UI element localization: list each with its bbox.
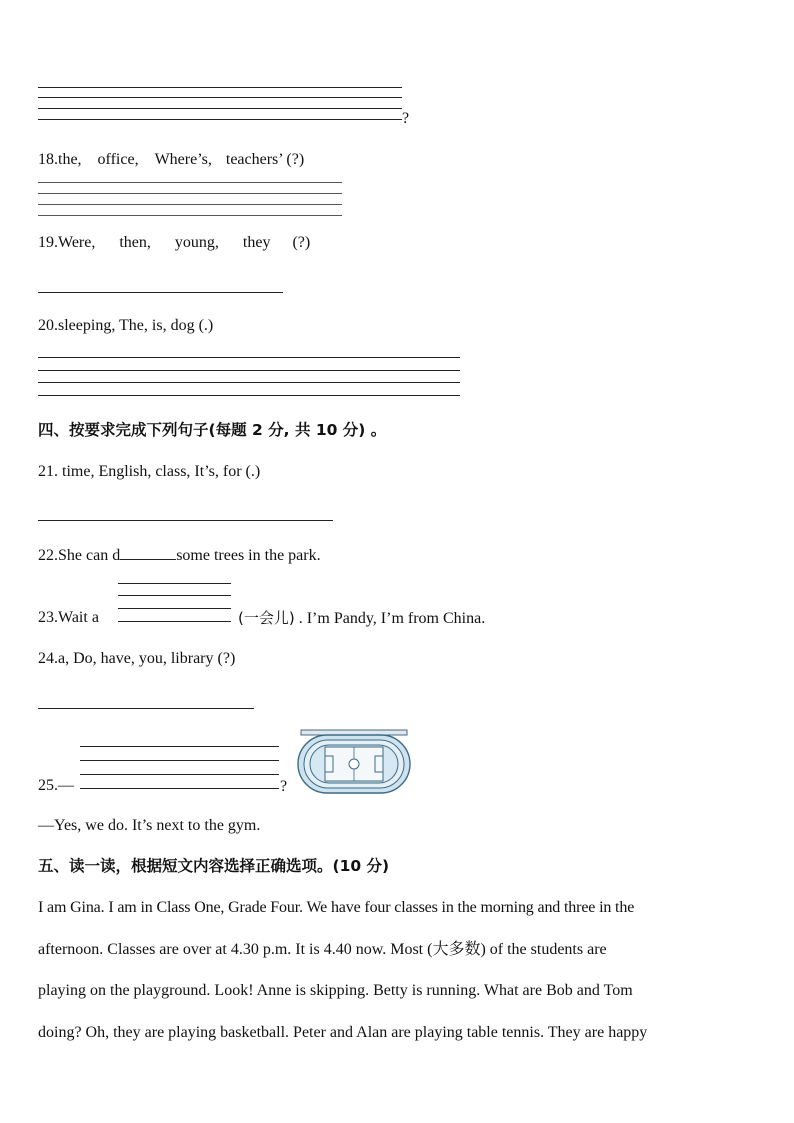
question-text: 22.She can d [38, 547, 121, 564]
section-heading: 五、读一读，根据短文内容选择正确选项。(10 分) [38, 857, 390, 875]
answer-line[interactable] [38, 708, 254, 709]
answer-line[interactable] [118, 608, 231, 609]
question-mark: ? [402, 110, 410, 127]
answer-line[interactable] [38, 292, 283, 293]
passage-line: I am Gina. I am in Class One, Grade Four. We have four classes in the morning and three in the [38, 899, 635, 916]
question-21: 21. time, English, class, It’s, for (.) [38, 463, 261, 480]
question-text: 23.Wait a [38, 609, 99, 626]
answer-line[interactable] [118, 583, 231, 584]
question-23 [38, 608, 99, 628]
question-25: 25.— [38, 777, 74, 794]
question-text: . I’m Pandy, I’m from China. [298, 610, 486, 627]
answer-text: —Yes, we do. It’s next to the gym. [38, 817, 261, 834]
answer-line[interactable] [38, 182, 342, 183]
reading-passage [38, 887, 760, 1053]
question-19 [38, 233, 310, 253]
answer-line[interactable] [38, 382, 460, 383]
word: (?) [286, 151, 305, 168]
word: teachers’ [225, 151, 283, 168]
answer-line[interactable] [38, 108, 402, 109]
answer-line[interactable] [38, 97, 402, 98]
question-number: 18. [38, 151, 58, 168]
word: Were, [58, 234, 96, 251]
passage-line: doing? Oh, they are playing basketball. Peter and Alan are playing table tennis. They are happy [38, 1023, 648, 1041]
word: Where’s, [154, 151, 212, 168]
question-18 [38, 150, 304, 170]
question-mark: ? [280, 778, 288, 795]
answer-line[interactable] [38, 395, 460, 396]
question-24: 24.a, Do, have, you, library (?) [38, 650, 236, 667]
question-22 [38, 545, 321, 566]
playground-image [297, 728, 412, 796]
answer-line[interactable] [38, 193, 342, 194]
answer-line[interactable] [118, 621, 231, 622]
answer-line[interactable] [80, 760, 279, 761]
word: then, [119, 234, 151, 251]
word: office, [97, 151, 139, 168]
word: young, [174, 234, 219, 251]
answer-line[interactable] [80, 774, 279, 775]
answer-line[interactable] [80, 746, 279, 747]
passage-line: playing on the playground. Look! Anne is skipping. Betty is running. What are Bob and Tom [38, 982, 633, 999]
section-heading: 四、按要求完成下列句子(每题 2 分, 共 10 分) 。 [38, 421, 387, 439]
fill-blank[interactable] [120, 545, 176, 560]
question-23-rest [238, 608, 485, 629]
answer-line[interactable] [38, 87, 402, 88]
chinese-hint: (一会儿) [238, 609, 295, 627]
answer-line[interactable] [118, 595, 231, 596]
question-number: 19. [38, 234, 58, 251]
answer-line[interactable] [38, 357, 460, 358]
answer-line[interactable] [80, 788, 279, 789]
answer-line[interactable] [38, 215, 342, 216]
question-20: 20.sleeping, The, is, dog (.) [38, 317, 214, 334]
answer-line[interactable] [38, 119, 402, 120]
answer-line[interactable] [38, 520, 333, 521]
passage-line: afternoon. Classes are over at 4.30 p.m. It is 4.40 now. Most (大多数) of the students are [38, 940, 607, 958]
answer-line[interactable] [38, 370, 460, 371]
word: they [242, 234, 271, 251]
question-text: some trees in the park. [176, 547, 321, 564]
word: (?) [292, 234, 311, 251]
word: the, [58, 151, 82, 168]
answer-line[interactable] [38, 204, 342, 205]
